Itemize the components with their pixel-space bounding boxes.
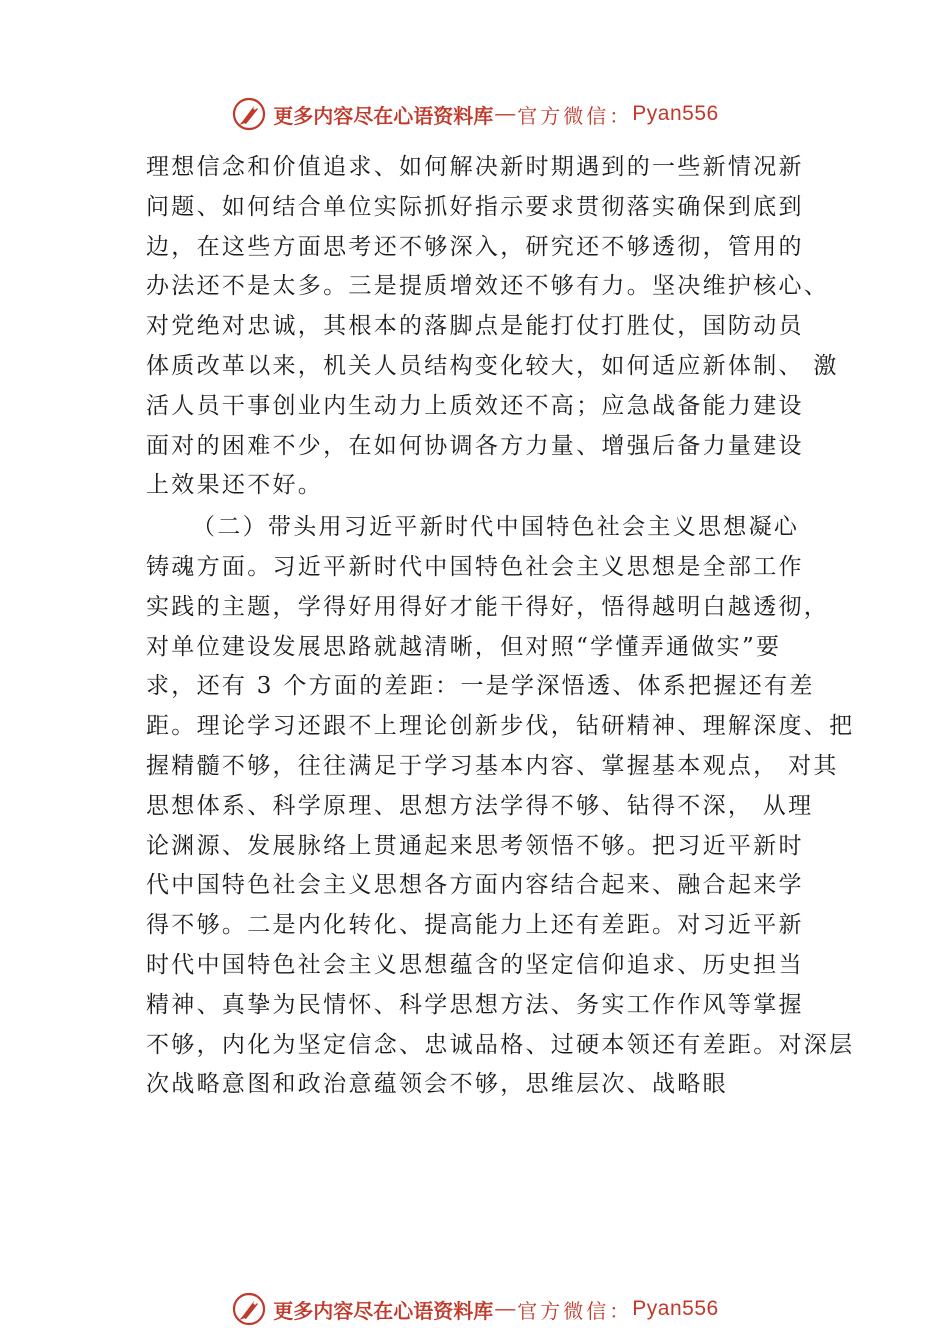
pen-nib-logo-icon — [231, 96, 267, 132]
document-body — [146, 148, 855, 1105]
body-line: 思想体系、科学原理、思想方法学得不够、钻得不深， 从理 — [146, 792, 814, 819]
body-line: 铸魂方面。习近平新时代中国特色社会主义思想是全部工作 — [146, 553, 804, 580]
watermark-brand-text: 更多内容尽在心语资料库 — [273, 1298, 494, 1323]
body-line: 不够，内化为坚定信念、忠诚品格、过硬本领还有差距。对深层 — [146, 1031, 855, 1058]
watermark-separator: — — [495, 1297, 516, 1320]
body-line: 活人员干事创业内生动力上质效还不高；应急战备能力建设 — [146, 392, 804, 419]
body-line: 时代中国特色社会主义思想蕴含的坚定信仰追求、历史担当 — [146, 951, 804, 978]
footer-watermark-banner — [0, 1289, 950, 1329]
body-line: 次战略意图和政治意蕴领会不够，思维层次、战略眼 — [146, 1071, 728, 1098]
body-line: 理想信念和价值追求、如何解决新时期遇到的一些新情况新 — [146, 154, 804, 180]
header-watermark-banner — [0, 94, 950, 134]
body-line: 对党绝对忠诚，其根本的落脚点是能打仗打胜仗，国防动员 — [146, 313, 804, 340]
body-line: 距。理论学习还跟不上理论创新步伐，钻研精神、理解深度、把 — [146, 713, 855, 740]
body-line: 体质改革以来，机关人员结构变化较大，如何适应新体制、 激 — [146, 352, 839, 379]
body-line: 面对的困难不少，在如何协调各方力量、增强后备力量建设 — [146, 432, 804, 459]
body-line: 对单位建设发展思路就越清晰，但对照“学懂弄通做实”要 — [146, 633, 782, 660]
body-line: 精神、真挚为民情怀、科学思想方法、务实工作作风等掌握 — [146, 991, 804, 1018]
section-heading-line: （二）带头用习近平新时代中国特色社会主义思想凝心 — [192, 514, 800, 541]
body-line: 问题、如何结合单位实际抓好指示要求贯彻落实确保到底到 — [146, 193, 804, 220]
body-line: 实践的主题，学得好用得好才能干得好，悟得越明白越透彻， — [146, 593, 830, 620]
watermark-wechat-label: 官方微信： — [517, 1298, 633, 1323]
body-line: 握精髓不够，往往满足于学习基本内容、掌握基本观点， 对其 — [146, 752, 839, 779]
body-line: 边，在这些方面思考还不够深入，研究还不够透彻，管用的 — [146, 233, 804, 260]
body-line: 论渊源、发展脉络上贯通起来思考领悟不够。把习近平新时 — [146, 832, 804, 859]
body-line: 代中国特色社会主义思想各方面内容结合起来、融合起来学 — [146, 872, 804, 899]
body-line: 求，还有 3 个方面的差距：一是学深悟透、体系把握还有差 — [146, 673, 815, 700]
body-line: 上效果还不好。 — [146, 472, 324, 499]
body-line: 办法还不是太多。三是提质增效还不够有力。坚决维护核心、 — [146, 273, 830, 300]
pen-nib-logo-icon — [231, 1291, 267, 1327]
body-line: 得不够。二是内化转化、提高能力上还有差距。对习近平新 — [146, 912, 804, 939]
watermark-brand-text: 更多内容尽在心语资料库 — [273, 103, 494, 128]
watermark-wechat-id: Pyan556 — [632, 1297, 719, 1320]
watermark-separator: — — [495, 102, 516, 125]
watermark-wechat-id: Pyan556 — [632, 102, 719, 125]
watermark-wechat-label: 官方微信： — [517, 103, 633, 128]
